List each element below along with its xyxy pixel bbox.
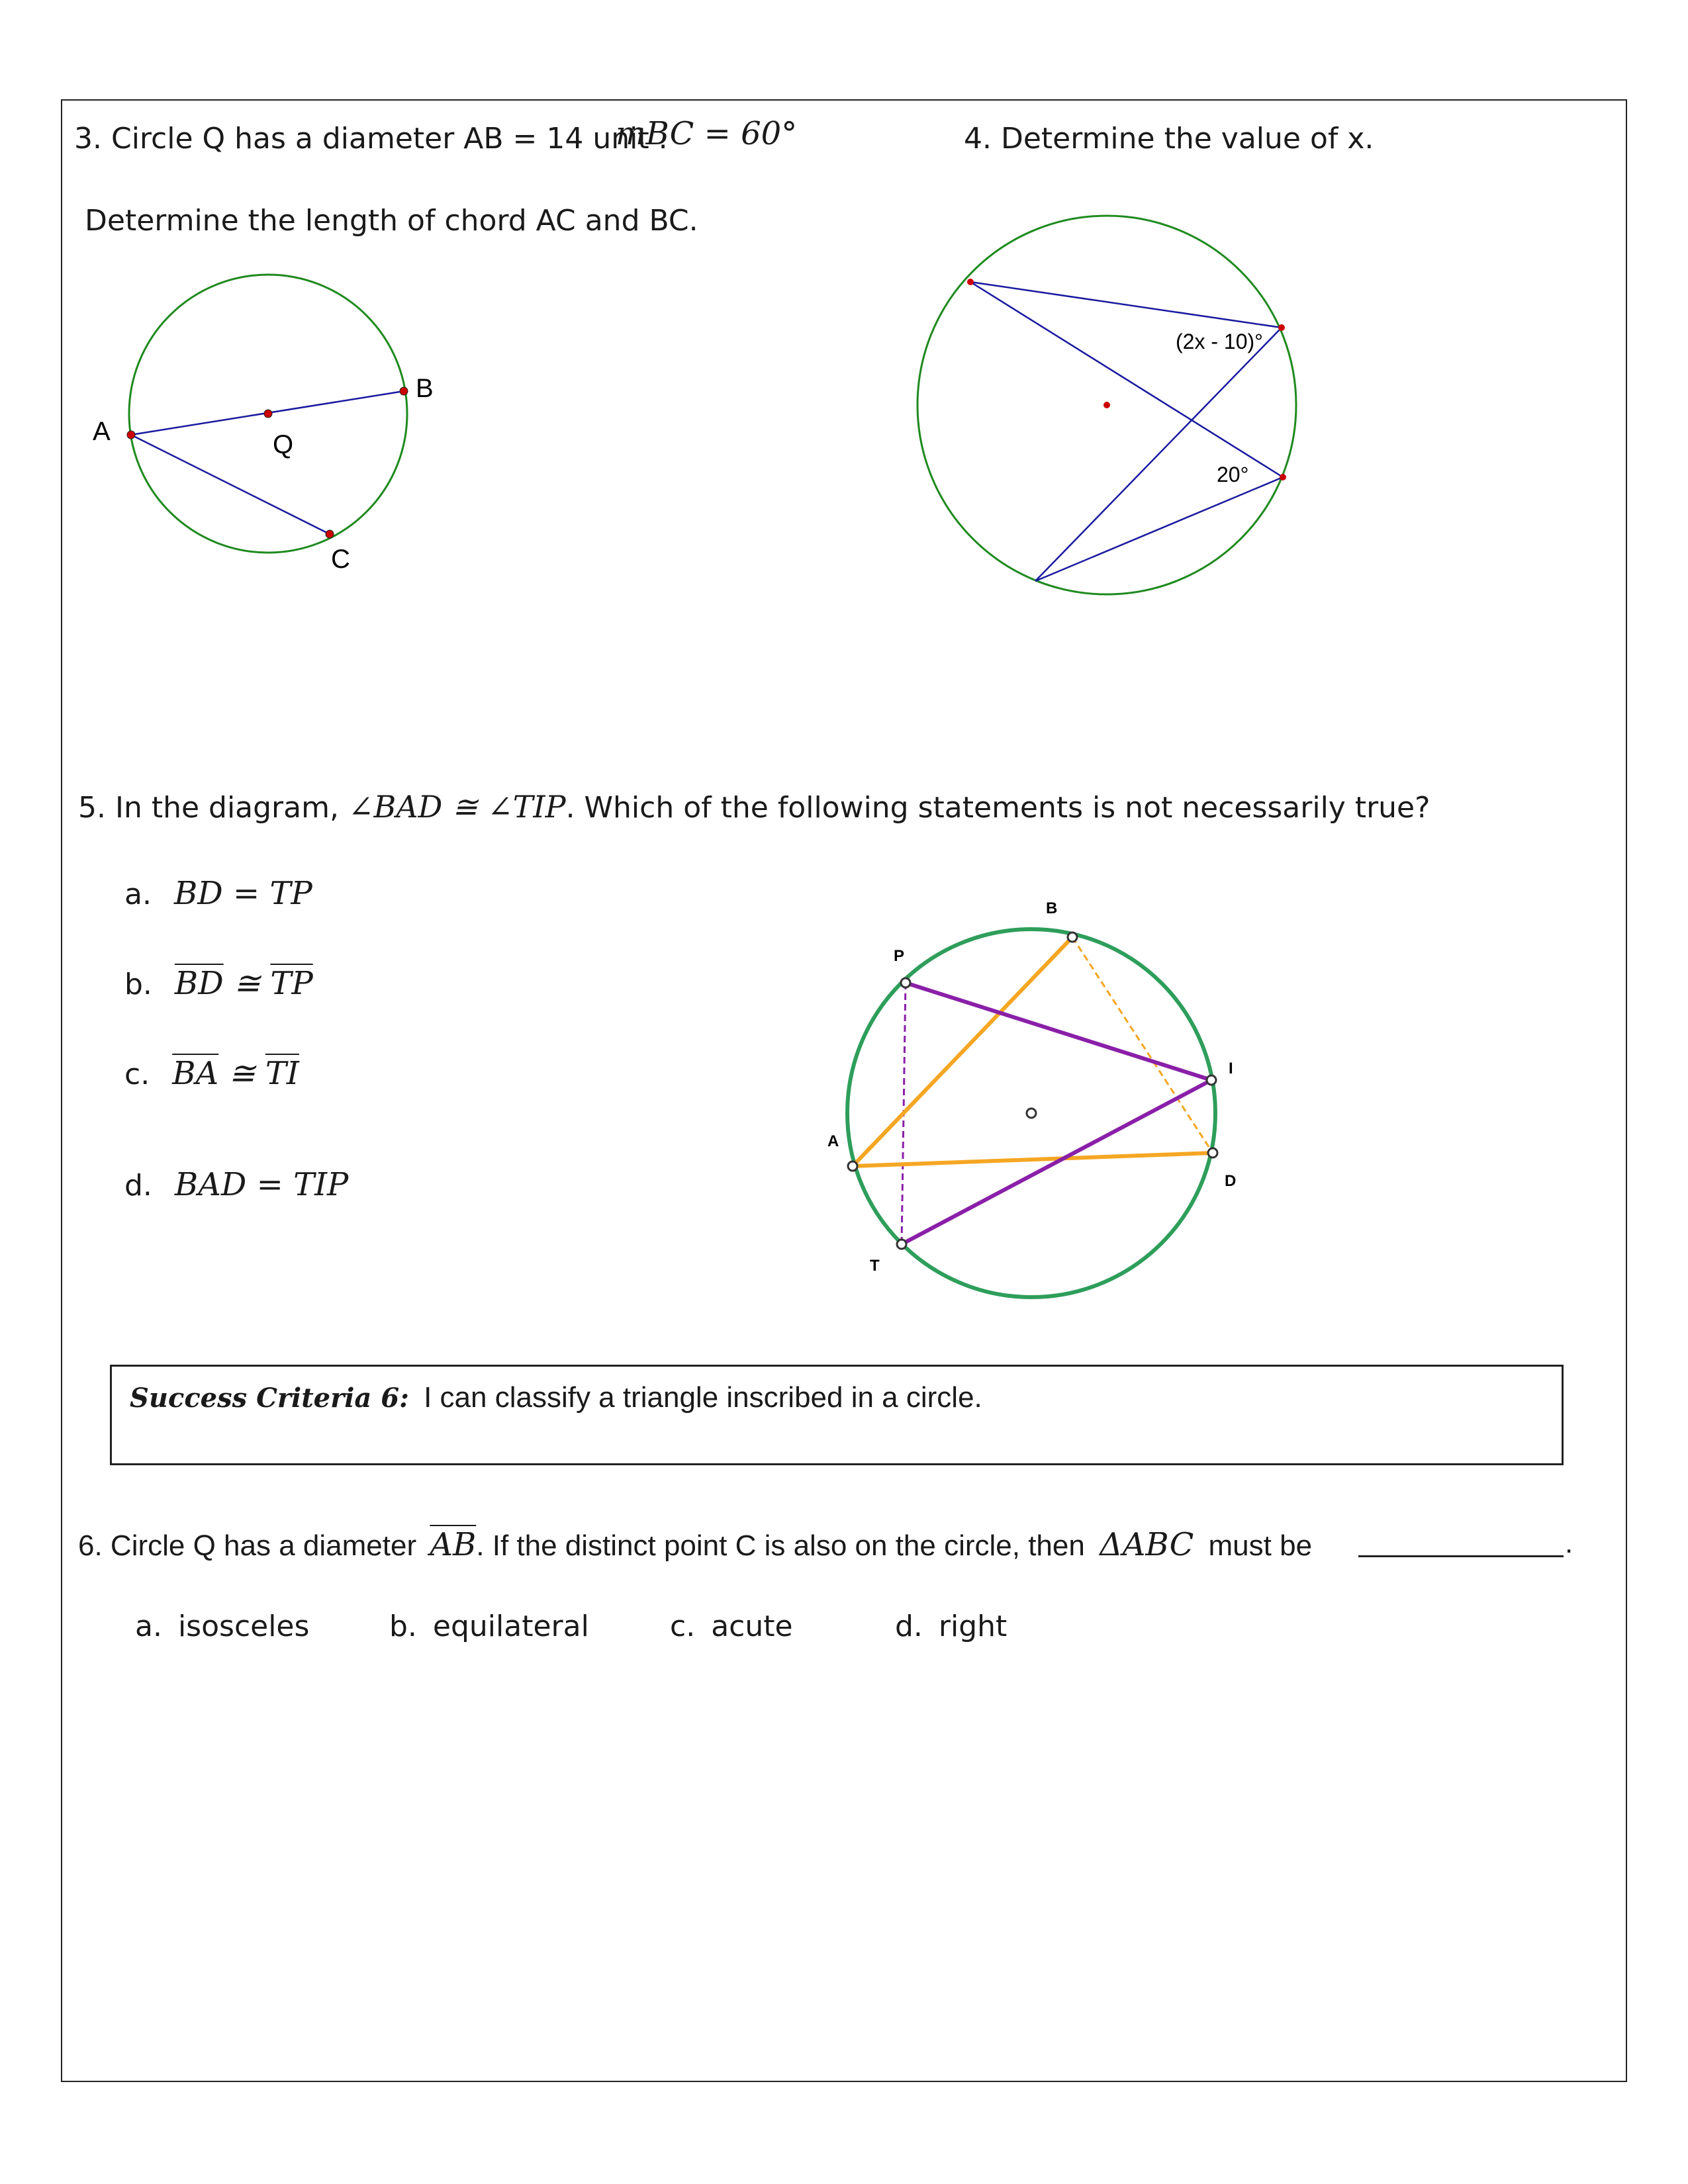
q6-answer-blank[interactable] [1358,1555,1564,1557]
q5-prompt-end: . Which of the following statements is not necessarily true? [565,791,1430,825]
q5-option-a-expr: BD = TP [173,875,312,912]
q5-dashed-bd [1072,937,1213,1153]
q6-option-c-letter: c. [670,1610,696,1643]
q6-prompt-start: 6. Circle Q has a diameter [78,1529,417,1562]
q3-prompt: 3. Circle Q has a diameter AB = 14 unit . [74,122,668,156]
q5-point-t [897,1240,906,1249]
q5-label-p: P [894,947,905,965]
q5-prompt [78,789,1430,825]
q3-point-q [264,410,272,418]
q3-point-a [127,431,135,439]
q3-point-b [400,387,408,395]
q6-option-d [895,1612,1007,1641]
q6-prompt [78,1526,1313,1563]
success-criteria-box [110,1365,1564,1465]
q5-segment-ab [853,937,1072,1166]
q5-label-t: T [870,1257,880,1275]
q3-label-a: A [93,417,111,446]
q5-option-c [124,1055,299,1092]
q5-option-b-letter: b. [124,968,152,1001]
q3-label-b: B [416,374,434,403]
q5-option-c-lhs: $\overline{BA}$ [172,1055,219,1092]
q6-option-a [135,1612,309,1641]
q6-option-b-letter: b. [389,1610,417,1643]
q4-chord-top [970,282,1282,328]
q5-label-d: D [1225,1172,1237,1190]
q5-point-d [1208,1148,1217,1158]
q6-option-b [389,1612,589,1641]
q5-relation: ∠BAD ≅ ∠TIP [348,789,566,825]
q6-prompt-end: must be [1208,1529,1313,1562]
q4-diagram [907,212,1317,602]
q6-segment: $\overline{AB}$ [430,1526,477,1563]
q3-label-q: Q [273,430,294,459]
q3-point-c [326,530,334,538]
q3-label-c: C [331,545,350,574]
q5-option-b-sym: ≅ [223,965,271,1002]
q5-point-a [848,1161,857,1171]
q6-option-b-text: equilateral [432,1610,589,1643]
q6-option-a-letter: a. [135,1610,162,1643]
q5-option-a-letter: a. [124,878,152,911]
q4-chord-bottom [1035,477,1283,581]
q4-center [1103,402,1110,408]
q4-chord-cross-1 [970,282,1283,477]
q6-option-c [670,1612,793,1641]
q5-point-b [1068,933,1077,942]
q3-measure: mBC = 60° [616,115,798,152]
q3-chord-ac [131,435,330,534]
q6-option-c-text: acute [711,1610,793,1643]
q5-center [1027,1109,1036,1118]
q6-option-a-text: isosceles [177,1610,310,1643]
q4-point-1 [967,279,974,285]
q5-label-b: B [1046,899,1058,917]
q6-option-d-text: right [938,1610,1008,1643]
q6-end-period: . [1565,1527,1573,1559]
q4-angle-bottom: 20° [1217,463,1249,486]
q3-diagram [79,265,450,582]
q4-point-2 [1278,324,1285,331]
q5-label-i: I [1229,1060,1233,1077]
q5-segment-ad [853,1153,1213,1166]
q5-option-b [124,965,313,1002]
q4-angle-top: (2x - 10)° [1176,330,1263,353]
q6-option-d-letter: d. [895,1610,923,1643]
q5-option-b-rhs: $\overline{TP}$ [270,965,313,1002]
q3-task: Determine the length of chord AC and BC. [85,204,698,238]
success-criteria [130,1383,982,1412]
q5-option-c-rhs: $\overline{TI}$ [265,1055,299,1092]
q6-prompt-mid: . If the distinct point C is also on the circle, then [476,1529,1085,1562]
success-criteria-title: Success Criteria 6: [130,1383,409,1414]
q5-point-i [1207,1075,1216,1085]
q4-chord-cross-2 [1035,328,1282,581]
q5-option-a [124,875,312,912]
q4-prompt: 4. Determine the value of x. [964,122,1374,156]
q5-option-b-lhs: $\overline{BD}$ [174,965,224,1002]
q4-point-3 [1280,474,1286,480]
q5-point-p [901,978,910,987]
q5-label-a: A [827,1132,839,1150]
q5-prompt-start: 5. In the diagram, [78,791,339,825]
q5-option-c-sym: ≅ [218,1055,265,1092]
q5-diagram [808,887,1271,1310]
q5-option-d [124,1166,349,1203]
q6-triangle: ΔABC [1100,1526,1194,1563]
q5-option-c-letter: c. [124,1058,150,1091]
q5-option-d-expr: BAD = TIP [174,1166,349,1203]
success-criteria-text: I can classify a triangle inscribed in a circle. [424,1381,982,1414]
q5-option-d-letter: d. [124,1169,152,1203]
